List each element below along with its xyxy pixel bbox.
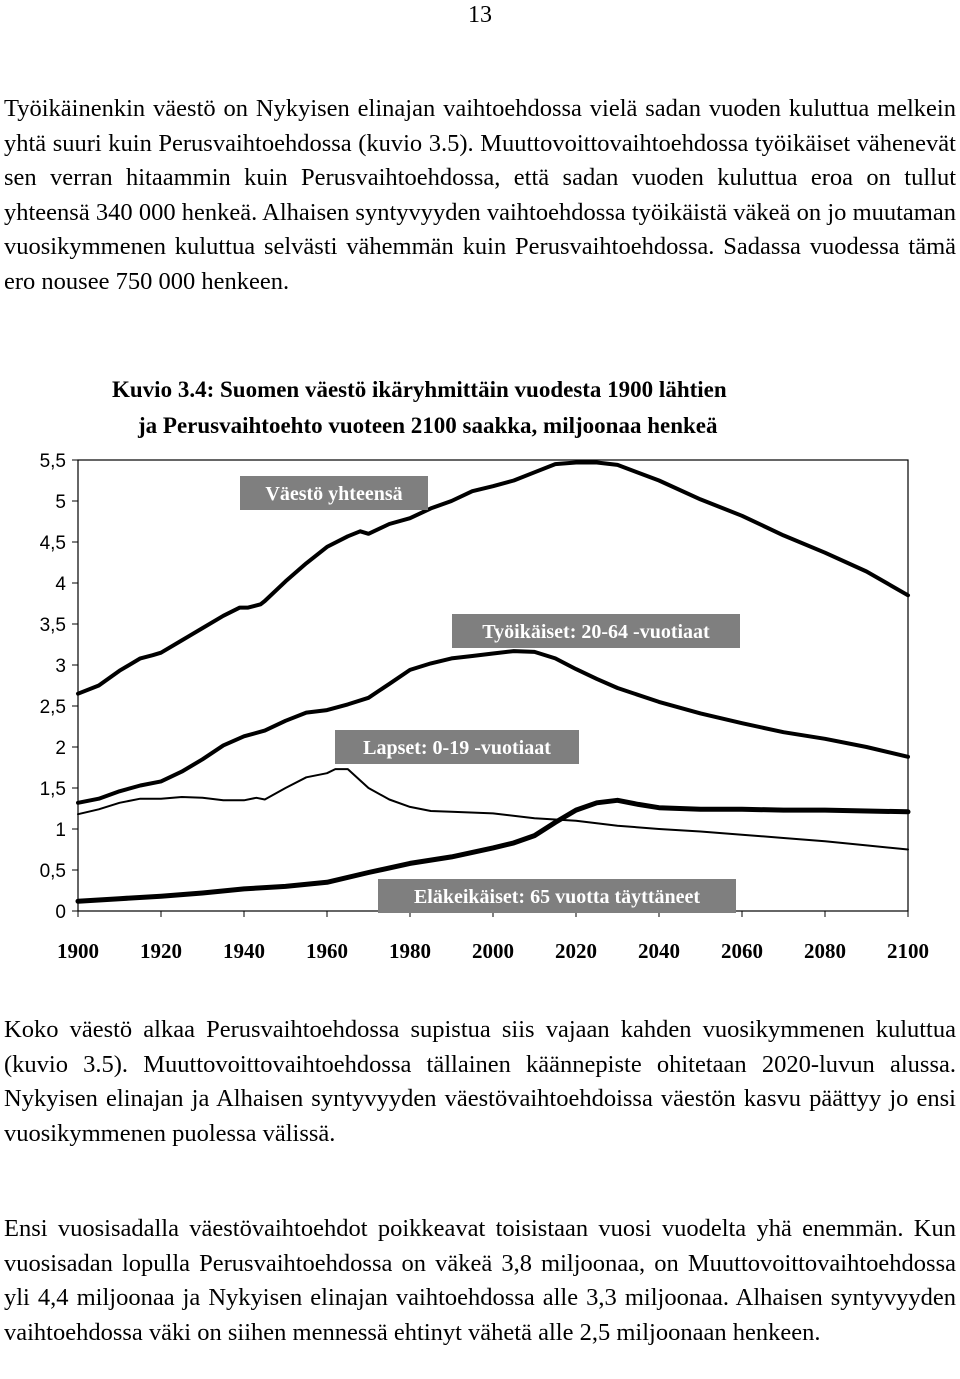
annotation-text: Eläkeikäiset: 65 vuotta täyttäneet bbox=[413, 886, 701, 908]
y-tick-label: 3,5 bbox=[39, 615, 66, 636]
x-tick-label: 1940 bbox=[223, 939, 265, 963]
y-tick-label: 4,5 bbox=[39, 533, 66, 554]
paragraph-3: Ensi vuosisadalla väestövaihtoehdot poikkeavat toisistaan vuosi vuodelta yhä enemmän. Kun vuosisadan lopulla Perusvaihtoehdossa on väkeä 3,8 miljoonaa, on Muuttovoittovaihtoehdossa yli 4,4 miljoonaa ja Nykyisen elinajan vaihtoehdossa alle 3,3 miljoonaa. Alhaisen syntyvyyden vaihtoehdossa väki on siihen mennessä ehtinyt vähetä alle 2,5 miljoonaan henkeen. bbox=[4, 1215, 956, 1346]
y-tick-label: 4 bbox=[55, 574, 66, 595]
x-tick-label: 1960 bbox=[306, 939, 348, 963]
x-tick-label: 2000 bbox=[472, 939, 514, 963]
population-line-chart bbox=[0, 440, 960, 980]
y-tick-label: 2,5 bbox=[39, 697, 66, 718]
y-tick-label: 5 bbox=[55, 492, 66, 513]
annotation-label bbox=[240, 476, 428, 510]
y-tick-label: 1,5 bbox=[39, 779, 66, 800]
series-line-työikäiset-20-64-vuotiaat bbox=[78, 651, 908, 803]
x-tick-label: 2080 bbox=[804, 939, 846, 963]
x-tick-label: 2020 bbox=[555, 939, 597, 963]
y-tick-label: 3 bbox=[55, 656, 66, 677]
annotation-label bbox=[335, 730, 579, 764]
paragraph-1: Työikäinenkin väestö on Nykyisen elinajan vaihtoehdossa vielä sadan vuoden kuluttua melkein yhtä suuri kuin Perusvaihtoehdossa (kuvio 3.5). Muuttovoittovaihtoehdossa työikäiset vähenevät sen verran hitaammin kuin Perusvaihtoehdossa, että sadan vuoden kuluttua eroa on tullut yhteensä 340 000 henkeä. Alhaisen syntyvyyden vaihtoehdossa työikäistä väkeä on jo muutaman vuosikymmenen kuluttua selvästi vähemmän kuin Perusvaihtoehdossa. Sadassa vuodessa tämä ero nousee 750 000 henkeen. bbox=[4, 95, 956, 295]
figure-caption-line-2: ja Perusvaihtoehto vuoteen 2100 saakka, miljoonaa henkeä bbox=[138, 413, 718, 438]
y-tick-label: 0,5 bbox=[39, 861, 66, 882]
annotation-text: Lapset: 0-19 -vuotiaat bbox=[363, 737, 551, 759]
y-tick-label: 0 bbox=[55, 902, 66, 923]
x-tick-label: 2100 bbox=[887, 939, 929, 963]
y-tick-label: 2 bbox=[55, 738, 66, 759]
annotation-label bbox=[452, 614, 740, 648]
page-number: 13 bbox=[468, 2, 492, 28]
x-tick-label: 1920 bbox=[140, 939, 182, 963]
plot-area-frame bbox=[78, 460, 908, 911]
figure-caption bbox=[112, 372, 872, 444]
series-line-väestö-yhteensä bbox=[78, 463, 908, 694]
y-tick-label: 5,5 bbox=[39, 451, 66, 472]
annotation-text: Väestö yhteensä bbox=[265, 483, 403, 505]
annotation-label bbox=[378, 879, 736, 913]
x-tick-label: 2060 bbox=[721, 939, 763, 963]
x-tick-label: 2040 bbox=[638, 939, 680, 963]
x-tick-label: 1900 bbox=[57, 939, 99, 963]
y-tick-label: 1 bbox=[55, 820, 66, 841]
figure-caption-line-1: Kuvio 3.4: Suomen väestö ikäryhmittäin vuodesta 1900 lähtien bbox=[112, 377, 727, 402]
x-tick-label: 1980 bbox=[389, 939, 431, 963]
paragraph-2: Koko väestö alkaa Perusvaihtoehdossa supistua siis vajaan kahden vuosikymmenen kuluttua (kuvio 3.5). Muuttovoittovaihtoehdossa tällainen käännepiste ohitetaan 2020-luvun alussa. Nykyisen elinajan ja Alhaisen syntyvyyden väestövaihtoehdoissa väestön kasvu päättyy jo ensi vuosikymmenen puolessa välissä. bbox=[4, 1016, 956, 1147]
annotation-text: Työikäiset: 20-64 -vuotiaat bbox=[482, 621, 710, 643]
